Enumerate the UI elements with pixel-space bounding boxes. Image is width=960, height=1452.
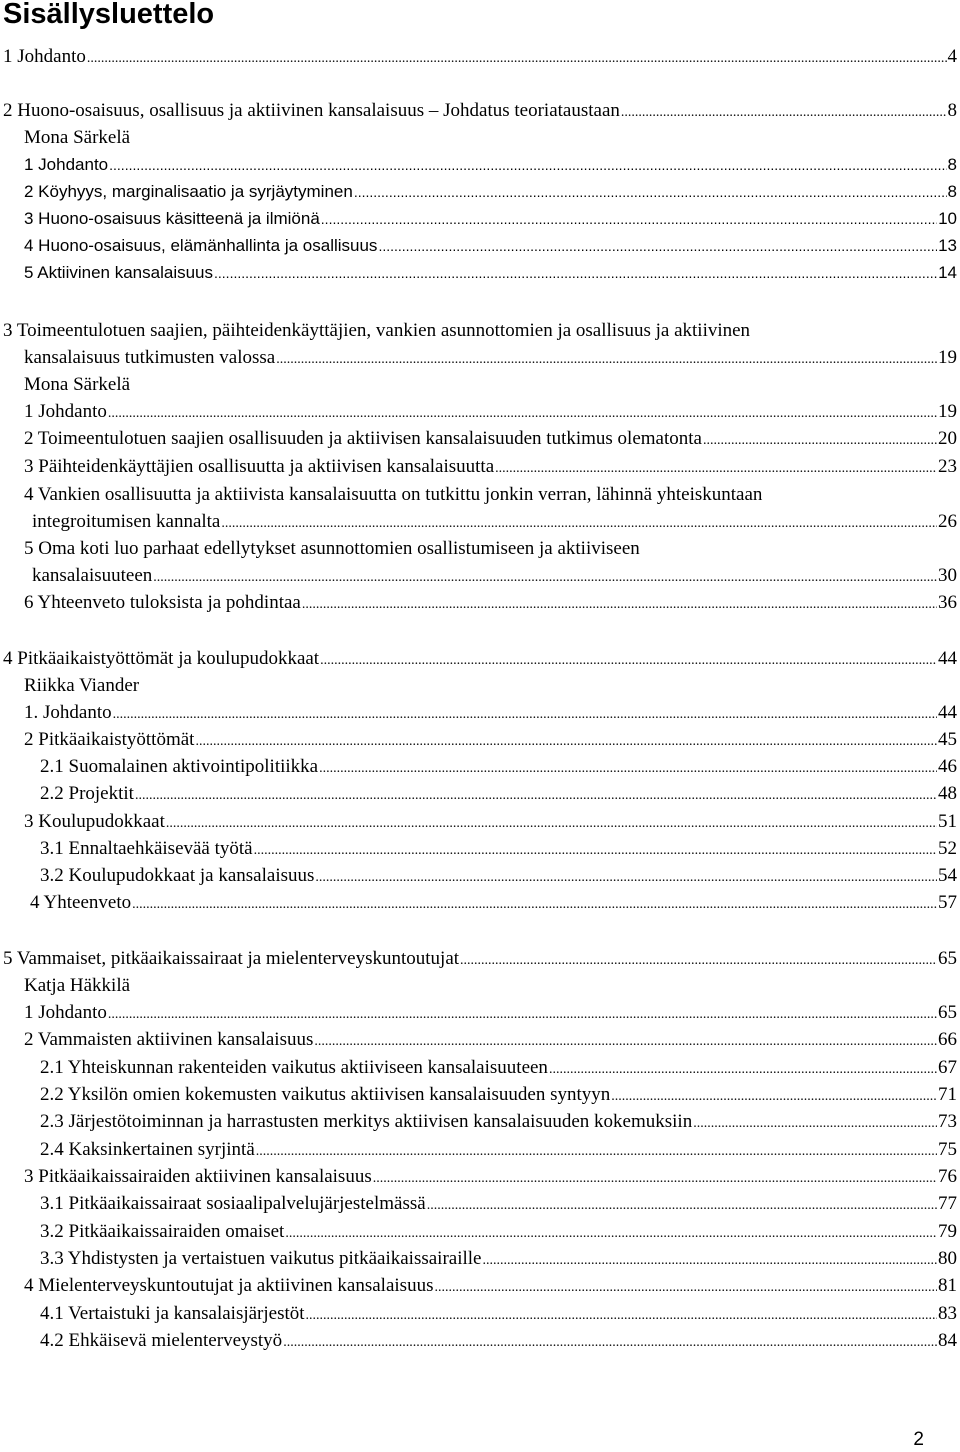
toc-author: Mona Särkelä [24,127,131,148]
toc-entry[interactable]: 2 Köyhyys, marginalisaatio ja syrjäytyminen ..... 8 [24,179,957,205]
page-title: Sisällysluettelo [3,0,215,30]
toc-entry-line1[interactable]: 4 Vankien osallisuutta ja aktiivista kansalaisuutta on tutkittu jonkin verran, lähinnä yhteiskuntaan [24,484,763,505]
page-number: 2 [913,1429,924,1450]
toc-entry-chapter-3-line1[interactable]: 3 Toimeentulotuen saajien, päihteidenkäyttäjien, vankien asunnottomien ja osallisuus ja aktiivinen [3,320,751,341]
toc-entry-line1[interactable]: 5 Oma koti luo parhaat edellytykset asunnottomien osallistumiseen ja aktiiviseen [24,538,640,559]
toc-entry[interactable]: 1 Johdanto ..... 65 [24,1000,957,1026]
toc-entry[interactable]: 4.2 Ehkäisevä mielenterveystyö ..... 84 [40,1328,957,1354]
toc-entry[interactable]: 2.1 Suomalainen aktivointipolitiikka ..... 46 [40,754,957,780]
toc-entry[interactable]: 2.2 Yksilön omien kokemusten vaikutus aktiivisen kansalaisuuden syntyyn ..... 71 [40,1082,957,1108]
toc-entry[interactable]: kansalaisuuteen ..... 30 [32,563,957,589]
toc-entry[interactable]: 3 Koulupudokkaat ..... 51 [24,809,957,835]
toc-entry[interactable]: 1 Johdanto ..... 8 [24,152,957,178]
toc-entry-chapter-2[interactable]: 2 Huono-osaisuus, osallisuus ja aktiivinen kansalaisuus – Johdatus teoriataustaan ..... 8 [3,98,957,124]
toc-entry[interactable]: 3 Huono-osaisuus käsitteenä ja ilmiönä ..... 10 [24,206,957,232]
toc-entry[interactable]: 2.3 Järjestötoiminnan ja harrastusten merkitys aktiivisen kansalaisuuden kokemuksiin ..... 73 [40,1109,957,1135]
toc-entry[interactable]: 3.2 Koulupudokkaat ja kansalaisuus ..... 54 [40,863,957,889]
toc-entry-johdanto[interactable]: 1 Johdanto ..... 4 [3,44,957,70]
toc-entry[interactable]: 3.1 Ennaltaehkäisevää työtä ..... 52 [40,836,957,862]
toc-entry[interactable]: 2 Toimeentulotuen saajien osallisuuden ja aktiivisen kansalaisuuden tutkimus olematonta ..... 20 [24,426,957,452]
toc-entry[interactable]: 3.3 Yhdistysten ja vertaistuen vaikutus pitkäaikaissairaille ..... 80 [40,1246,957,1272]
toc-entry[interactable]: 2.4 Kaksinkertainen syrjintä ..... 75 [40,1137,957,1163]
toc-entry[interactable]: 2 Pitkäaikaistyöttömät ..... 45 [24,727,957,753]
toc-entry[interactable]: 2.2 Projektit ..... 48 [40,781,957,807]
toc-entry[interactable]: 4 Mielenterveyskuntoutujat ja aktiivinen kansalaisuus ..... 81 [24,1273,957,1299]
toc-entry[interactable]: 1. Johdanto ..... 44 [24,700,957,726]
toc-entry[interactable]: 2.1 Yhteiskunnan rakenteiden vaikutus aktiiviseen kansalaisuuteen ..... 67 [40,1055,957,1081]
toc-entry-chapter-4[interactable]: 4 Pitkäaikaistyöttömät ja koulupudokkaat ..... 44 [3,646,957,672]
toc-entry[interactable]: 3 Päihteidenkäyttäjien osallisuutta ja aktiivisen kansalaisuutta ..... 23 [24,454,957,480]
toc-entry[interactable]: 3.1 Pitkäaikaissairaat sosiaalipalvelujärjestelmässä ..... 77 [40,1191,957,1217]
toc-entry[interactable]: 5 Aktiivinen kansalaisuus ..... 14 [24,260,957,286]
toc-author: Katja Häkkilä [24,975,131,996]
toc-entry[interactable]: 2 Vammaisten aktiivinen kansalaisuus ..... 66 [24,1027,957,1053]
toc-entry-chapter-5[interactable]: 5 Vammaiset, pitkäaikaissairaat ja mielenterveyskuntoutujat ..... 65 [3,946,957,972]
toc-entry[interactable]: 4 Huono-osaisuus, elämänhallinta ja osallisuus ..... 13 [24,233,957,259]
toc-entry[interactable]: 4.1 Vertaistuki ja kansalaisjärjestöt ..... 83 [40,1301,957,1327]
toc-entry[interactable]: 4 Yhteenveto ..... 57 [30,890,957,916]
toc-entry[interactable]: 6 Yhteenveto tuloksista ja pohdintaa ..... 36 [24,590,957,616]
toc-author: Mona Särkelä [24,374,131,395]
toc-entry[interactable]: 1 Johdanto ..... 19 [24,399,957,425]
toc-author: Riikka Viander [24,675,140,696]
toc-entry[interactable]: integroitumisen kannalta ..... 26 [32,509,957,535]
toc-entry[interactable]: 3 Pitkäaikaissairaiden aktiivinen kansalaisuus ..... 76 [24,1164,957,1190]
toc-entry-chapter-3[interactable]: kansalaisuus tutkimusten valossa ..... 19 [24,345,957,371]
toc-entry[interactable]: 3.2 Pitkäaikaissairaiden omaiset ..... 79 [40,1219,957,1245]
